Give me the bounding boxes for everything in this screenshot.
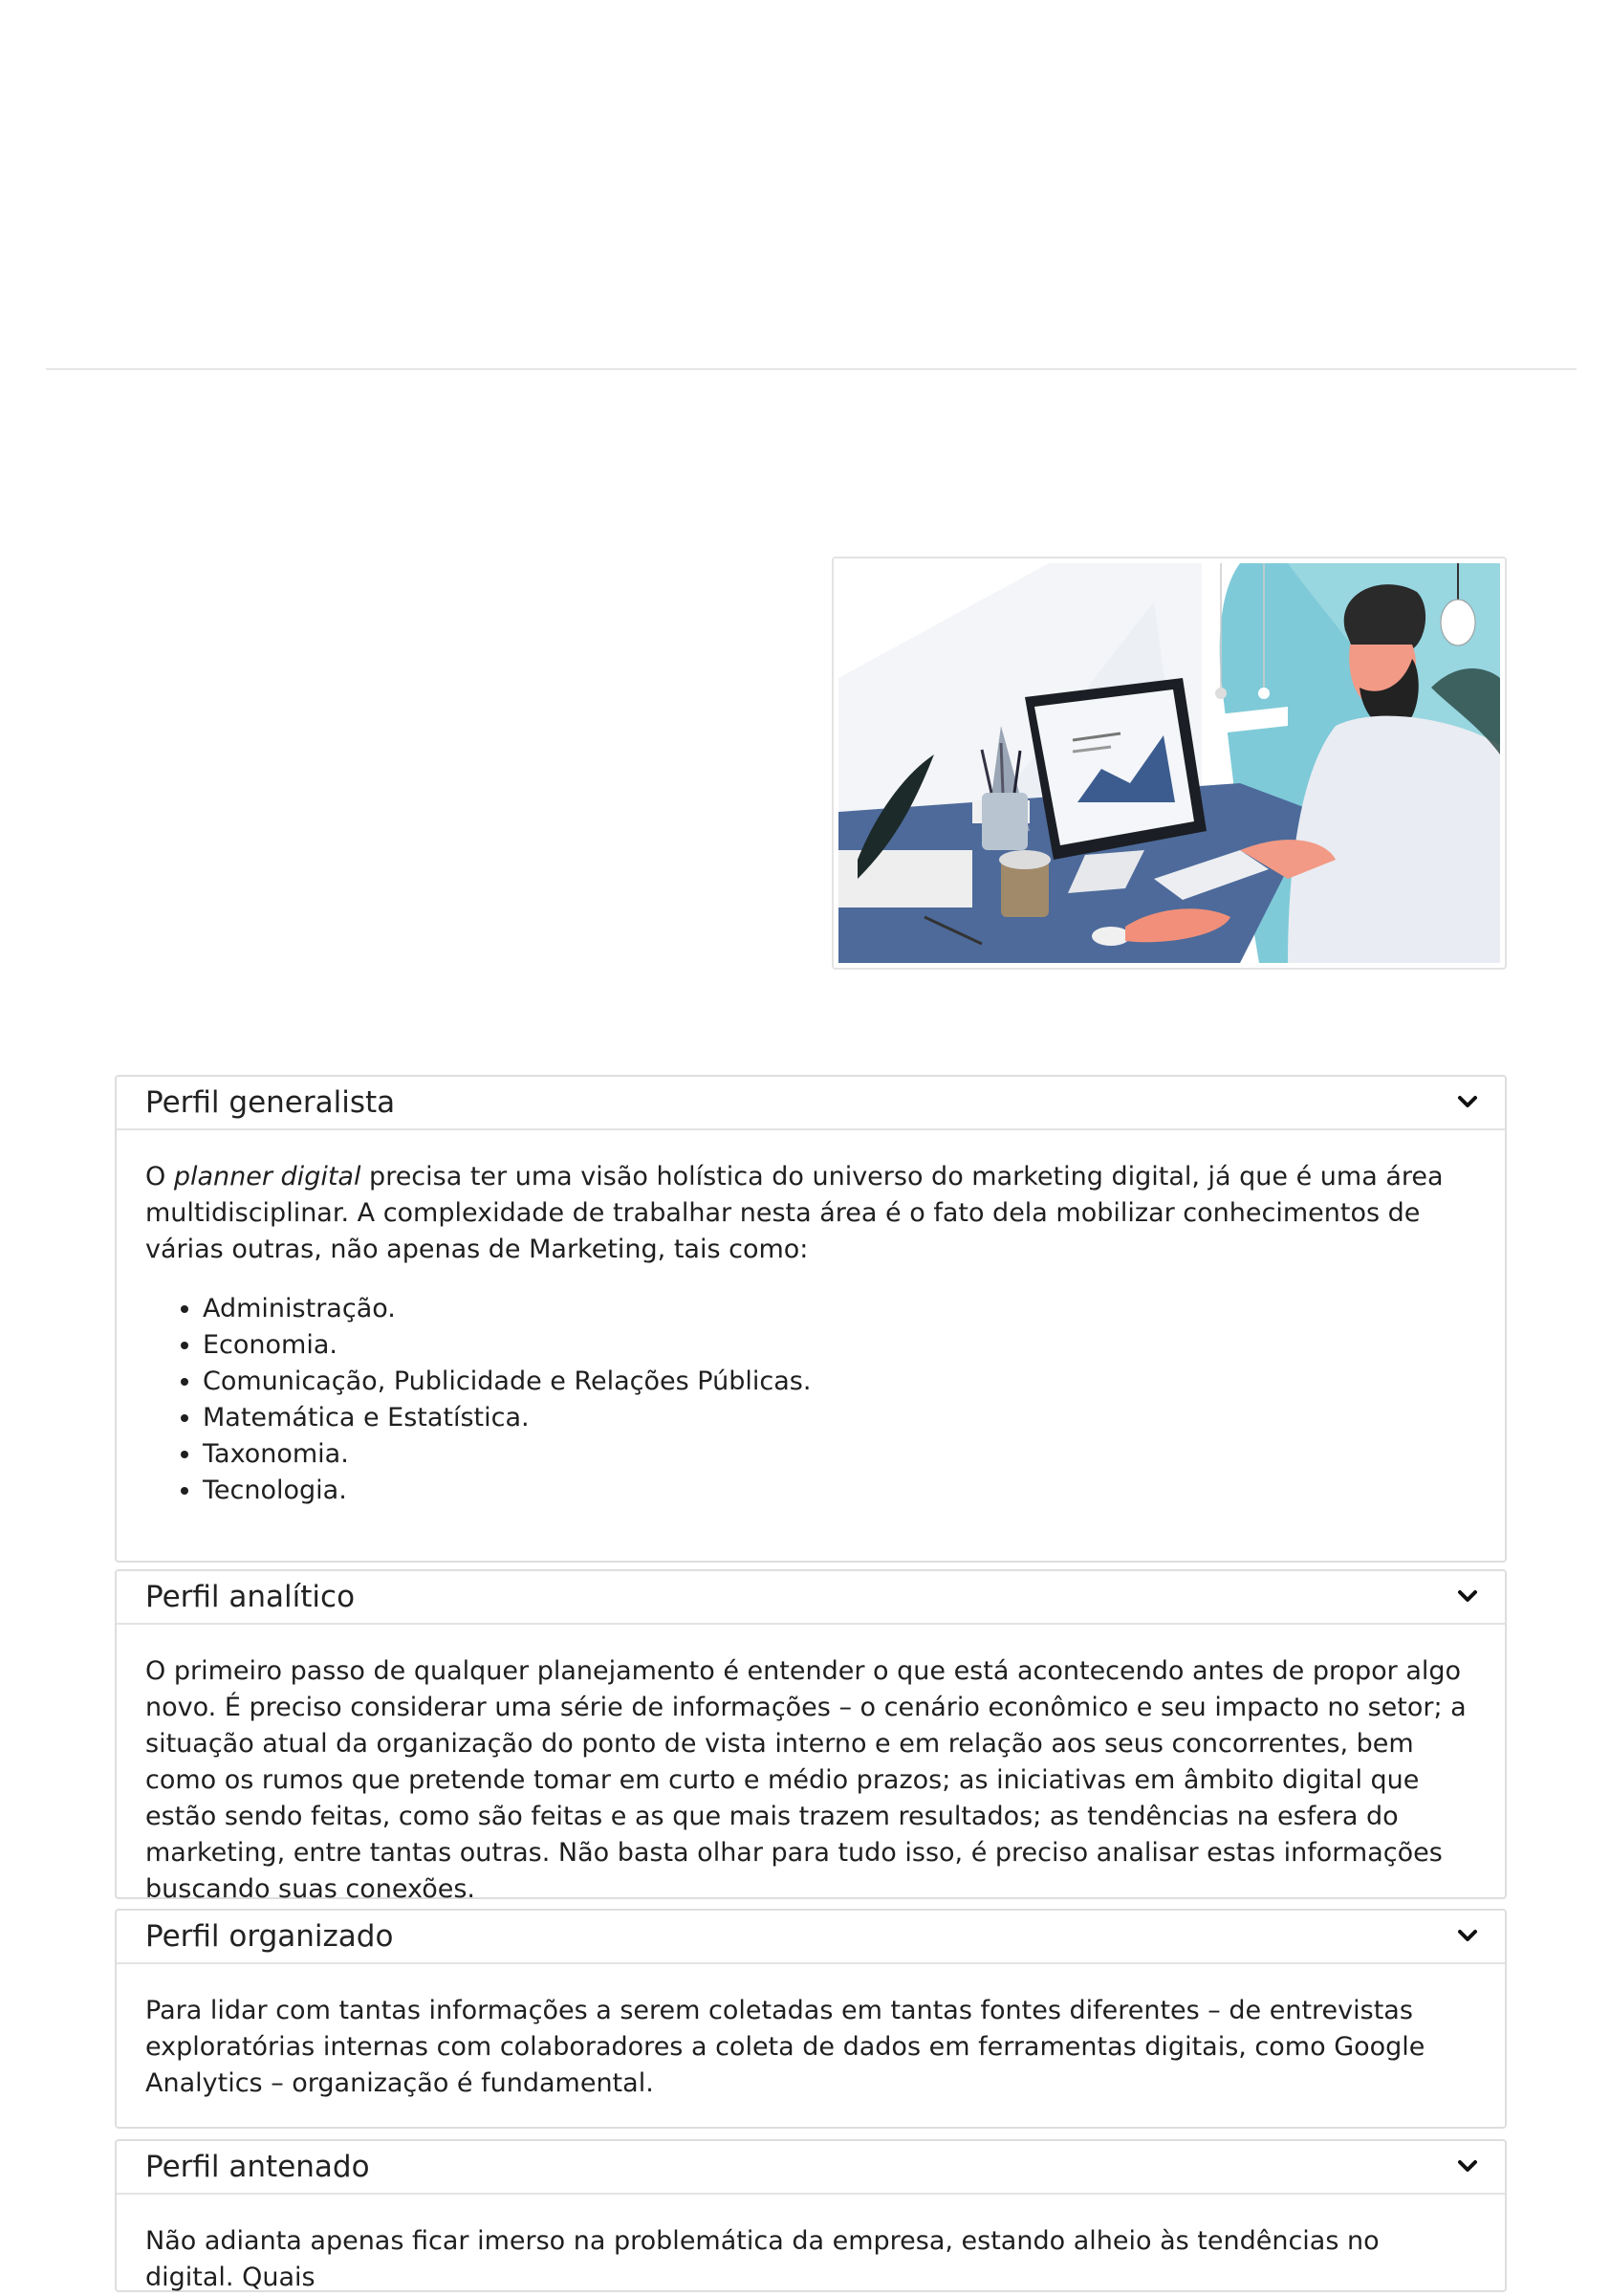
accordion-perfil-generalista xyxy=(115,1075,1507,1563)
chevron-down-icon[interactable] xyxy=(1457,1093,1478,1110)
accordion-content xyxy=(117,2195,1505,2296)
chevron-down-icon[interactable] xyxy=(1457,1587,1478,1605)
paragraph: O planner digital precisa ter uma visão holística do universo do marketing digital, já que é uma área multidisciplinar. A complexidade de trabalhar nesta área é o fato dela mobilizar conhecimentos de várias outras, não apenas de Marketing, tais como: xyxy=(145,1162,1444,1264)
emphasis-text: planner digital xyxy=(173,1162,361,1192)
bullet-list xyxy=(145,1291,1470,1509)
man-at-computer-illustration xyxy=(838,563,1500,963)
accordion-header[interactable] xyxy=(117,2141,1505,2195)
accordion-header[interactable] xyxy=(117,1911,1505,1964)
list-item: • Taxonomia. xyxy=(203,1436,1470,1473)
accordion-perfil-organizado xyxy=(115,1909,1507,2129)
accordion-header[interactable] xyxy=(117,1571,1505,1625)
accordion-title: Perfil organizado xyxy=(145,1919,394,1954)
accordion-content xyxy=(117,1964,1505,2102)
header-divider xyxy=(46,368,1577,370)
paragraph: Para lidar com tantas informações a serem coletadas em tantas fontes diferentes – de entrevistas exploratórias internas com colaboradores a coleta de dados em ferramentas digitais, como Google Analytics – organização é fundamental. xyxy=(145,1996,1425,2098)
list-item: • Administração. xyxy=(203,1291,1470,1327)
paragraph: Não adianta apenas ficar imerso na problemática da empresa, estando alheio às tendências no digital. Quais xyxy=(145,2226,1380,2292)
list-item: • Tecnologia. xyxy=(203,1473,1470,1509)
accordion-content xyxy=(117,1625,1505,1908)
accordion-title: Perfil generalista xyxy=(145,1085,396,1120)
accordion-title: Perfil antenado xyxy=(145,2150,370,2184)
list-item: • Economia. xyxy=(203,1327,1470,1364)
accordion-content xyxy=(117,1130,1505,1509)
chevron-down-icon[interactable] xyxy=(1457,1927,1478,1944)
list-item: • Comunicação, Publicidade e Relações Públicas. xyxy=(203,1364,1470,1400)
illustration-image xyxy=(832,557,1507,970)
accordion-perfil-analitico xyxy=(115,1569,1507,1904)
chevron-down-icon[interactable] xyxy=(1457,2157,1478,2175)
paragraph: O primeiro passo de qualquer planejamento é entender o que está acontecendo antes de propor algo novo. É preciso considerar uma série de informações – o cenário econômico e seu impacto no setor; a situação atual da organização do ponto de vista interno e em relação aos seus concorrentes, bem como os rumos que pretende tomar em curto e médio prazos; as iniciativas em âmbito digital que estão sendo feitas, como são feitas e as que mais trazem resultados; as tendências na esfera do marketing, entre tantas outras. Não basta olhar para tudo isso, é preciso analisar estas informações buscando suas conexões. xyxy=(145,1656,1467,1904)
list-item: • Matemática e Estatística. xyxy=(203,1400,1470,1436)
accordion-title: Perfil analítico xyxy=(145,1580,356,1614)
accordion-header[interactable] xyxy=(117,1077,1505,1130)
accordion-perfil-antenado xyxy=(115,2139,1507,2292)
